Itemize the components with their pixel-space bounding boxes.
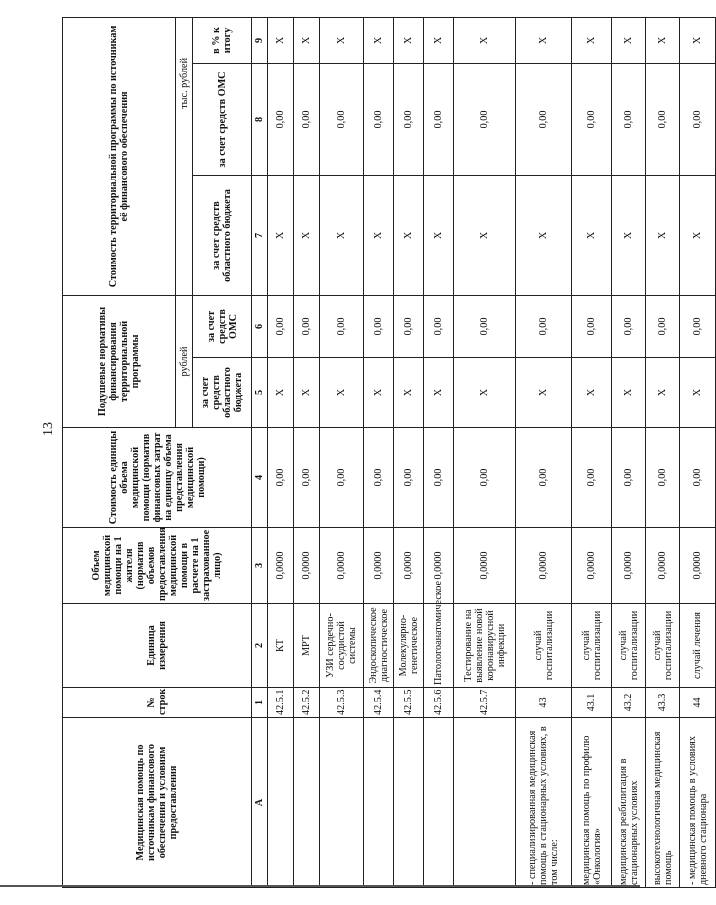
row-unit: случай госпитализации bbox=[646, 604, 680, 688]
row-unit: случай госпитализации bbox=[516, 604, 572, 688]
row-total-regional: Х bbox=[394, 175, 424, 295]
row-percent: Х bbox=[516, 17, 572, 63]
row-pc-oms: 0,00 bbox=[320, 295, 364, 357]
row-unit: УЗИ сердечно-сосудистой системы bbox=[320, 604, 364, 688]
row-total-oms: 0,00 bbox=[394, 63, 424, 175]
row-care-type bbox=[320, 718, 364, 888]
column-index: 3 bbox=[252, 528, 268, 604]
column-index: 1 bbox=[252, 688, 268, 718]
row-total-regional: Х bbox=[294, 175, 320, 295]
row-total-oms: 0,00 bbox=[516, 63, 572, 175]
column-index: 4 bbox=[252, 428, 268, 528]
row-pc-oms: 0,00 bbox=[394, 295, 424, 357]
row-care-type bbox=[454, 718, 516, 888]
row-percent: Х bbox=[364, 17, 394, 63]
row-total-oms: 0,00 bbox=[268, 63, 294, 175]
table-row bbox=[646, 17, 680, 887]
row-pc-oms: 0,00 bbox=[612, 295, 646, 357]
row-total-regional: Х bbox=[320, 175, 364, 295]
table-row bbox=[424, 17, 454, 887]
row-unit-cost: 0,00 bbox=[646, 428, 680, 528]
row-volume: 0,0000 bbox=[268, 528, 294, 604]
table-row bbox=[364, 17, 394, 887]
row-pc-oms: 0,00 bbox=[424, 295, 454, 357]
program-cost-table bbox=[62, 17, 716, 888]
row-pc-regional: Х bbox=[268, 358, 294, 428]
row-pc-oms: 0,00 bbox=[454, 295, 516, 357]
column-index: 5 bbox=[252, 358, 268, 428]
row-number: 42.5.5 bbox=[394, 688, 424, 718]
row-care-type: медицинская помощь по профилю «Онкология» bbox=[572, 718, 612, 888]
table-row bbox=[516, 17, 572, 887]
row-unit: МРТ bbox=[294, 604, 320, 688]
row-pc-oms: 0,00 bbox=[680, 295, 716, 357]
row-percent: Х bbox=[454, 17, 516, 63]
row-unit: Тестирование на выявление новой коронавирусной инфекции bbox=[454, 604, 516, 688]
header-percent: в % к итогу bbox=[193, 17, 252, 63]
row-unit: случай госпитализации bbox=[612, 604, 646, 688]
column-index: 9 bbox=[252, 17, 268, 63]
row-number: 42.5.4 bbox=[364, 688, 394, 718]
row-total-oms: 0,00 bbox=[572, 63, 612, 175]
table-row bbox=[572, 17, 612, 887]
row-number: 43 bbox=[516, 688, 572, 718]
row-total-regional: Х bbox=[424, 175, 454, 295]
row-number: 42.5.6 bbox=[424, 688, 454, 718]
table-row bbox=[268, 17, 294, 887]
row-pc-regional: Х bbox=[364, 358, 394, 428]
column-index-row bbox=[252, 17, 268, 887]
page-bottom-rule bbox=[0, 885, 640, 887]
header-total-cost: Стоимость территориальной программы по источникам её финансового обеспечения bbox=[63, 17, 176, 295]
row-number: 42.5.1 bbox=[268, 688, 294, 718]
page-number: 13 bbox=[41, 422, 56, 436]
table-row bbox=[294, 17, 320, 887]
header-unit-cost: Стоимость единицы объема медицинской помощи (норматив финансовых затрат на единицу объема представления медицинской помощи) bbox=[63, 428, 252, 528]
row-pc-oms: 0,00 bbox=[268, 295, 294, 357]
row-care-type bbox=[424, 718, 454, 888]
header-care-type: Медицинская помощь по источникам финансового обеспечения и условиям предоставления bbox=[63, 718, 252, 888]
header-row-number: № строк bbox=[63, 688, 252, 718]
row-unit-cost: 0,00 bbox=[454, 428, 516, 528]
row-unit: случай лечения bbox=[680, 604, 716, 688]
row-total-oms: 0,00 bbox=[320, 63, 364, 175]
row-percent: Х bbox=[320, 17, 364, 63]
row-total-regional: Х bbox=[268, 175, 294, 295]
row-volume: 0,0000 bbox=[364, 528, 394, 604]
row-unit-cost: 0,00 bbox=[294, 428, 320, 528]
row-care-type bbox=[394, 718, 424, 888]
column-index: 8 bbox=[252, 63, 268, 175]
row-percent: Х bbox=[572, 17, 612, 63]
row-percent: Х bbox=[394, 17, 424, 63]
row-care-type bbox=[268, 718, 294, 888]
row-volume: 0,0000 bbox=[680, 528, 716, 604]
header-pc-oms: за счет средств ОМС bbox=[193, 295, 252, 357]
row-total-regional: Х bbox=[516, 175, 572, 295]
row-total-oms: 0,00 bbox=[454, 63, 516, 175]
table-row bbox=[612, 17, 646, 887]
row-number: 42.5.7 bbox=[454, 688, 516, 718]
row-total-oms: 0,00 bbox=[680, 63, 716, 175]
row-unit-cost: 0,00 bbox=[394, 428, 424, 528]
row-number: 43.3 bbox=[646, 688, 680, 718]
header-unit: Единица измерения bbox=[63, 604, 252, 688]
row-total-regional: Х bbox=[612, 175, 646, 295]
row-pc-oms: 0,00 bbox=[516, 295, 572, 357]
row-pc-oms: 0,00 bbox=[646, 295, 680, 357]
row-care-type bbox=[294, 718, 320, 888]
row-total-oms: 0,00 bbox=[646, 63, 680, 175]
row-total-regional: Х bbox=[364, 175, 394, 295]
row-pc-regional: Х bbox=[612, 358, 646, 428]
row-volume: 0,0000 bbox=[646, 528, 680, 604]
row-number: 43.2 bbox=[612, 688, 646, 718]
row-care-type: медицинская реабилитация в стационарных условиях bbox=[612, 718, 646, 888]
column-index: 7 bbox=[252, 175, 268, 295]
row-percent: Х bbox=[268, 17, 294, 63]
row-total-regional: Х bbox=[454, 175, 516, 295]
row-pc-oms: 0,00 bbox=[572, 295, 612, 357]
row-pc-regional: Х bbox=[320, 358, 364, 428]
row-pc-regional: Х bbox=[646, 358, 680, 428]
header-per-capita: Подушевые нормативы финансирования территориальной программы bbox=[63, 295, 176, 427]
row-unit: случай госпитализации bbox=[572, 604, 612, 688]
row-pc-regional: Х bbox=[516, 358, 572, 428]
header-pc-regional: за счет средств областного бюджета bbox=[193, 358, 252, 428]
table-row bbox=[394, 17, 424, 887]
row-unit-cost: 0,00 bbox=[516, 428, 572, 528]
row-unit: Молекулярно-генетическое bbox=[394, 604, 424, 688]
row-number: 44 bbox=[680, 688, 716, 718]
row-care-type: высокотехнологичная медицинская помощь bbox=[646, 718, 680, 888]
row-volume: 0,0000 bbox=[320, 528, 364, 604]
row-unit: Патологоанатомическое bbox=[424, 604, 454, 688]
row-percent: Х bbox=[646, 17, 680, 63]
row-unit-cost: 0,00 bbox=[680, 428, 716, 528]
row-unit-cost: 0,00 bbox=[572, 428, 612, 528]
row-volume: 0,0000 bbox=[424, 528, 454, 604]
row-total-oms: 0,00 bbox=[424, 63, 454, 175]
row-pc-regional: Х bbox=[294, 358, 320, 428]
row-number: 42.5.2 bbox=[294, 688, 320, 718]
row-percent: Х bbox=[294, 17, 320, 63]
row-pc-regional: Х bbox=[454, 358, 516, 428]
row-pc-regional: Х bbox=[424, 358, 454, 428]
row-care-type: - медицинская помощь в условиях дневного стационара bbox=[680, 718, 716, 888]
row-total-oms: 0,00 bbox=[364, 63, 394, 175]
row-volume: 0,0000 bbox=[394, 528, 424, 604]
row-volume: 0,0000 bbox=[294, 528, 320, 604]
row-total-regional: Х bbox=[572, 175, 612, 295]
row-total-regional: Х bbox=[680, 175, 716, 295]
row-pc-oms: 0,00 bbox=[294, 295, 320, 357]
row-total-oms: 0,00 bbox=[294, 63, 320, 175]
row-volume: 0,0000 bbox=[516, 528, 572, 604]
row-volume: 0,0000 bbox=[612, 528, 646, 604]
header-per-capita-unit: рублей bbox=[176, 295, 193, 427]
rotated-table-sheet bbox=[62, 18, 709, 888]
table-row bbox=[680, 17, 716, 887]
row-unit: КТ bbox=[268, 604, 294, 688]
table-row bbox=[320, 17, 364, 887]
row-pc-oms: 0,00 bbox=[364, 295, 394, 357]
header-total-regional: за счет средств областного бюджета bbox=[193, 175, 252, 295]
row-unit: Эндоскопическое диагностическое bbox=[364, 604, 394, 688]
row-percent: Х bbox=[680, 17, 716, 63]
row-unit-cost: 0,00 bbox=[612, 428, 646, 528]
column-index: А bbox=[252, 718, 268, 888]
table-row bbox=[454, 17, 516, 887]
row-number: 42.5.3 bbox=[320, 688, 364, 718]
row-volume: 0,0000 bbox=[454, 528, 516, 604]
header-total-oms: за счет средств ОМС bbox=[193, 63, 252, 175]
header-volume: Объем медицинской помощи на 1 жителя (норматив объемов предоставления медицинской помощи в расчете на 1 застрахованное лицо) bbox=[63, 528, 252, 604]
row-unit-cost: 0,00 bbox=[268, 428, 294, 528]
row-pc-regional: Х bbox=[394, 358, 424, 428]
column-index: 2 bbox=[252, 604, 268, 688]
row-volume: 0,0000 bbox=[572, 528, 612, 604]
row-percent: Х bbox=[612, 17, 646, 63]
row-total-regional: Х bbox=[646, 175, 680, 295]
row-pc-regional: Х bbox=[680, 358, 716, 428]
row-pc-regional: Х bbox=[572, 358, 612, 428]
row-care-type bbox=[364, 718, 394, 888]
row-total-oms: 0,00 bbox=[612, 63, 646, 175]
row-percent: Х bbox=[424, 17, 454, 63]
row-unit-cost: 0,00 bbox=[424, 428, 454, 528]
row-care-type: - специализированная медицинская помощь в стационарных условиях, в том числе: bbox=[516, 718, 572, 888]
row-unit-cost: 0,00 bbox=[320, 428, 364, 528]
row-unit-cost: 0,00 bbox=[364, 428, 394, 528]
header-total-unit: тыс. рублей bbox=[176, 17, 193, 295]
column-index: 6 bbox=[252, 295, 268, 357]
row-number: 43.1 bbox=[572, 688, 612, 718]
